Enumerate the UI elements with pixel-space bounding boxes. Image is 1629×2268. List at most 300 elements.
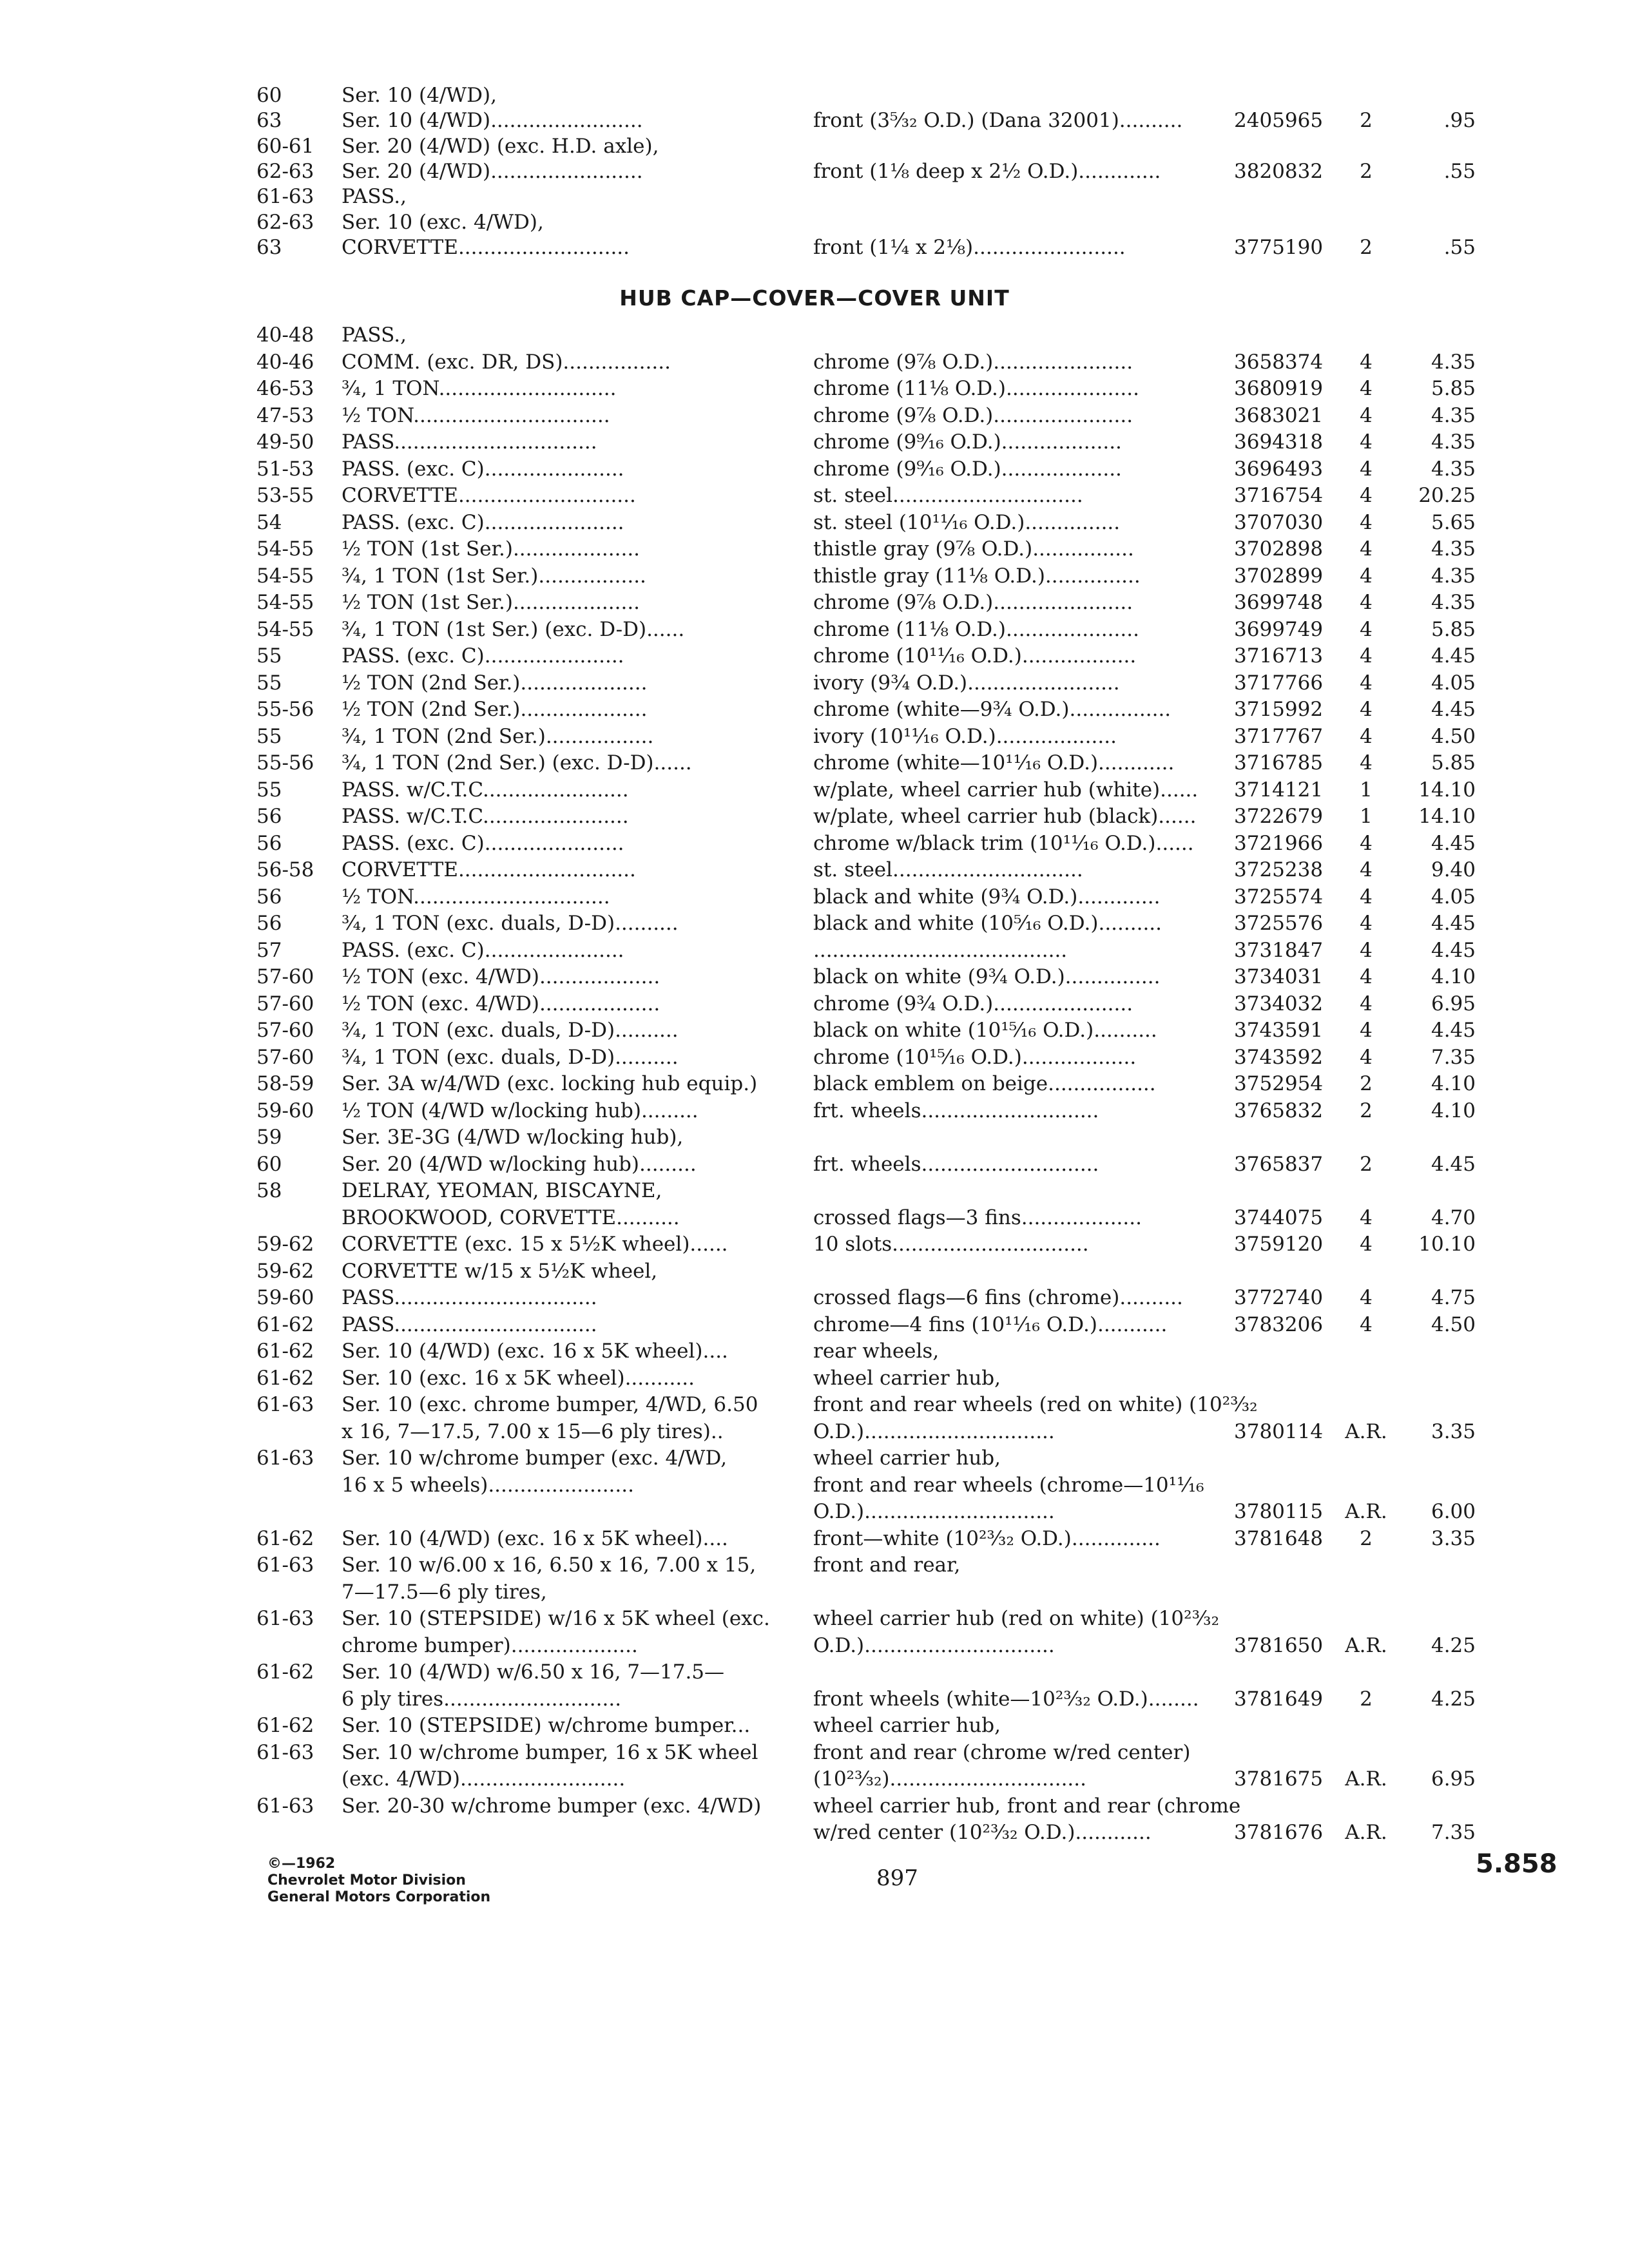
price-cell: 3.35 [1431,1526,1476,1550]
part-number-cell: 3772740 [1234,1286,1324,1309]
part-number-cell: 3680919 [1234,377,1324,400]
quantity-cell: A.R. [1345,1500,1387,1523]
price-cell: 4.35 [1431,403,1476,427]
part-number-cell: 3716785 [1234,751,1324,774]
table-row [0,1740,1629,1765]
year-cell: 54-55 [256,537,314,561]
year-cell: 59-62 [256,1233,314,1256]
table-row [0,910,1629,936]
table-row [0,82,1629,108]
description-cell: black and white (10⁵⁄₁₆ O.D.).......... [813,912,1162,935]
description-cell: ivory (10¹¹⁄₁₆ O.D.)................... [813,724,1117,748]
year-cell: 49-50 [256,430,314,454]
year-cell: 61-62 [256,1340,314,1363]
table-row [0,1231,1629,1257]
table-row [0,1659,1629,1685]
year-cell: 54-55 [256,591,314,614]
table-row [0,1124,1629,1150]
description-cell: chrome (9¾ O.D.)...................... [813,992,1133,1015]
application-cell: Ser. 10 (4/WD)........................ [342,109,643,133]
application-cell: Ser. 20-30 w/chrome bumper (exc. 4/WD) [342,1794,762,1818]
description-cell: st. steel (10¹¹⁄₁₆ O.D.)............... [813,510,1121,534]
table-row [0,1285,1629,1311]
table-row [0,1338,1629,1364]
part-number-cell: 3781649 [1234,1687,1324,1711]
quantity-cell: 4 [1360,484,1373,507]
application-cell: ½ TON (exc. 4/WD)................... [342,992,660,1015]
part-number-cell: 3716713 [1234,644,1324,668]
application-cell: ½ TON (4/WD w/locking hub)......... [342,1099,699,1122]
application-cell: DELRAY, YEOMAN, BISCAYNE, [342,1179,662,1202]
description-cell: front—white (10²³⁄₃₂ O.D.).............. [813,1526,1161,1550]
part-number-cell: 3702898 [1234,537,1324,561]
application-cell: Ser. 10 (exc. 4/WD), [342,210,544,234]
price-cell: .95 [1443,109,1476,133]
price-cell: 7.35 [1431,1045,1476,1069]
application-cell: 16 x 5 wheels)....................... [342,1473,634,1497]
quantity-cell: 2 [1360,235,1373,259]
description-cell: black on white (9¾ O.D.)............... [813,965,1161,988]
copyright: ©—1962 [267,1856,336,1872]
year-cell: 57-60 [256,1019,314,1042]
quantity-cell: 4 [1360,724,1373,748]
year-cell: 61-63 [256,185,314,209]
application-cell: CORVETTE............................ [342,484,636,507]
description-cell: chrome (9⁹⁄₁₆ O.D.)................... [813,430,1122,454]
page-number: 897 [876,1865,918,1891]
table-row [0,456,1629,482]
price-cell: 5.85 [1431,751,1476,774]
year-cell: 40-46 [256,350,314,374]
year-cell: 47-53 [256,403,314,427]
year-cell: 57-60 [256,965,314,988]
application-cell: Ser. 10 w/chrome bumper (exc. 4/WD, [342,1446,728,1470]
application-cell: ½ TON (1st Ser.).................... [342,591,641,614]
part-number-cell: 2405965 [1234,109,1324,133]
quantity-cell: 4 [1360,885,1373,908]
year-cell: 61-63 [256,1794,314,1818]
table-row [0,1098,1629,1124]
quantity-cell: 4 [1360,377,1373,400]
quantity-cell: 2 [1360,1152,1373,1176]
price-cell: 4.10 [1431,1099,1476,1122]
application-cell: PASS. (exc. C)...................... [342,457,624,481]
quantity-cell: 1 [1360,778,1373,802]
price-cell: 4.50 [1431,724,1476,748]
description-cell: w/plate, wheel carrier hub (black)...... [813,805,1197,828]
table-row [0,429,1629,455]
price-cell: 4.35 [1431,537,1476,561]
price-cell: .55 [1443,159,1476,183]
table-row [0,1472,1629,1498]
quantity-cell: 4 [1360,350,1373,374]
part-number-cell: 3699748 [1234,591,1324,614]
table-row [0,209,1629,235]
year-cell: 53-55 [256,484,314,507]
application-cell: x 16, 7—17.5, 7.00 x 15—6 ply tires).. [342,1419,724,1443]
part-number-cell: 3658374 [1234,350,1324,374]
table-row [0,322,1629,348]
table-row [0,536,1629,562]
description-cell: chrome (9⅞ O.D.)...................... [813,591,1133,614]
quantity-cell: 4 [1360,1233,1373,1256]
part-number-cell: 3781650 [1234,1633,1324,1657]
quantity-cell: 4 [1360,858,1373,881]
year-cell: 59-60 [256,1286,314,1309]
description-cell: chrome—4 fins (10¹¹⁄₁₆ O.D.)........... [813,1312,1168,1336]
publisher-block [267,1856,490,1906]
table-row [0,1526,1629,1552]
table-row [0,724,1629,749]
application-cell: CORVETTE w/15 x 5½K wheel, [342,1259,658,1283]
quantity-cell: 4 [1360,644,1373,668]
description-cell: black and white (9¾ O.D.)............. [813,885,1161,908]
description-cell: thistle gray (11⅛ O.D.)............... [813,564,1141,588]
year-cell: 59-60 [256,1099,314,1122]
part-number-cell: 3734032 [1234,992,1324,1015]
table-row [0,184,1629,209]
part-number-cell: 3781676 [1234,1821,1324,1844]
application-cell: chrome bumper).................... [342,1633,638,1657]
application-cell: ¾, 1 TON (1st Ser.)................. [342,564,646,588]
table-row [0,1686,1629,1712]
application-cell: Ser. 10 (exc. chrome bumper, 4/WD, 6.50 [342,1393,758,1416]
application-cell: BROOKWOOD, CORVETTE.......... [342,1206,680,1229]
description-cell: front (3⁵⁄₃₂ O.D.) (Dana 32001).......... [813,109,1183,133]
application-cell: ¾, 1 TON (exc. duals, D-D).......... [342,1019,679,1042]
year-cell: 61-63 [256,1607,314,1630]
price-cell: 4.45 [1431,698,1476,721]
table-row [0,1151,1629,1177]
table-row [0,1766,1629,1792]
description-cell: black on white (10¹⁵⁄₁₆ O.D.).......... [813,1019,1157,1042]
price-cell: 4.45 [1431,938,1476,962]
year-cell: 57-60 [256,1045,314,1069]
year-cell: 61-62 [256,1312,314,1336]
table-row [0,563,1629,589]
quantity-cell: A.R. [1345,1633,1387,1657]
quantity-cell: A.R. [1345,1767,1387,1791]
application-cell: ½ TON............................... [342,403,610,427]
table-row [0,803,1629,829]
part-number-cell: 3734031 [1234,965,1324,988]
year-cell: 63 [256,235,282,259]
part-number-cell: 3725574 [1234,885,1324,908]
application-cell: Ser. 20 (4/WD)........................ [342,159,643,183]
table-row [0,1205,1629,1231]
description-cell: w/plate, wheel carrier hub (white)...... [813,778,1199,802]
part-number-cell: 3765832 [1234,1099,1324,1122]
table-row [0,1365,1629,1391]
description-cell: chrome (white—9¾ O.D.)................ [813,698,1171,721]
year-cell: 46-53 [256,377,314,400]
quantity-cell: 4 [1360,564,1373,588]
application-cell: Ser. 20 (4/WD w/locking hub)......... [342,1152,697,1176]
year-cell: 61-62 [256,1526,314,1550]
application-cell: Ser. 10 w/6.00 x 16, 6.50 x 16, 7.00 x 15, [342,1553,757,1577]
table-row [0,1258,1629,1284]
table-row [0,108,1629,133]
part-number-cell: 3765837 [1234,1152,1324,1176]
quantity-cell: 4 [1360,430,1373,454]
description-cell: rear wheels, [813,1340,940,1363]
year-cell: 55-56 [256,698,314,721]
part-number-cell: 3722679 [1234,805,1324,828]
application-cell: PASS. w/C.T.C....................... [342,805,629,828]
description-cell: wheel carrier hub, front and rear (chrome [813,1794,1241,1818]
year-cell: 57-60 [256,992,314,1015]
description-cell: chrome (11⅛ O.D.)..................... [813,377,1139,400]
table-row [0,483,1629,508]
description-cell: ivory (9¾ O.D.)........................ [813,671,1120,695]
year-cell: 57 [256,938,282,962]
price-cell: 4.10 [1431,965,1476,988]
table-row [0,1392,1629,1418]
quantity-cell: 4 [1360,751,1373,774]
description-cell: 10 slots............................... [813,1233,1089,1256]
price-cell: 5.85 [1431,617,1476,641]
description-cell: thistle gray (9⅞ O.D.)................ [813,537,1134,561]
application-cell: PASS. w/C.T.C....................... [342,778,629,802]
description-cell: front and rear wheels (red on white) (10²³⁄₃₂ [813,1393,1258,1416]
application-cell: PASS. (exc. C)...................... [342,938,624,962]
table-row [0,777,1629,803]
table-row [0,235,1629,260]
quantity-cell: 4 [1360,403,1373,427]
quantity-cell: 4 [1360,510,1373,534]
table-row [0,1713,1629,1738]
year-cell: 60 [256,1152,282,1176]
table-row [0,937,1629,963]
year-cell: 60 [256,84,282,107]
part-number-cell: 3717767 [1234,724,1324,748]
table-row [0,857,1629,883]
quantity-cell: 4 [1360,831,1373,855]
description-cell: front and rear wheels (chrome—10¹¹⁄₁₆ [813,1473,1204,1497]
table-row [0,1606,1629,1631]
quantity-cell: 4 [1360,1286,1373,1309]
price-cell: 7.35 [1431,1821,1476,1844]
application-cell: PASS. (exc. C)...................... [342,510,624,534]
table-row [0,697,1629,722]
table-row [0,1044,1629,1070]
quantity-cell: 2 [1360,109,1373,133]
application-cell: Ser. 10 (STEPSIDE) w/16 x 5K wheel (exc. [342,1607,770,1630]
description-cell: O.D.).............................. [813,1500,1055,1523]
quantity-cell: 2 [1360,1526,1373,1550]
application-cell: Ser. 10 w/chrome bumper, 16 x 5K wheel [342,1740,758,1764]
application-cell: COMM. (exc. DR, DS)................. [342,350,671,374]
part-number-cell: 3721966 [1234,831,1324,855]
application-cell: ¾, 1 TON (exc. duals, D-D).......... [342,912,679,935]
quantity-cell: 2 [1360,1099,1373,1122]
part-number-cell: 3731847 [1234,938,1324,962]
table-row [0,590,1629,615]
part-number-cell: 3820832 [1234,159,1324,183]
price-cell: 4.35 [1431,564,1476,588]
year-cell: 51-53 [256,457,314,481]
table-row [0,1579,1629,1605]
application-cell: ½ TON (2nd Ser.).................... [342,698,648,721]
application-cell: (exc. 4/WD).......................... [342,1767,626,1791]
year-cell: 62-63 [256,210,314,234]
application-cell: 7—17.5—6 ply tires, [342,1580,547,1604]
application-cell: PASS. (exc. C)...................... [342,831,624,855]
part-number-cell: 3714121 [1234,778,1324,802]
year-cell: 55-56 [256,751,314,774]
year-cell: 62-63 [256,159,314,183]
description-cell: chrome (9⅞ O.D.)...................... [813,403,1133,427]
part-number-cell: 3744075 [1234,1206,1324,1229]
year-cell: 59-62 [256,1259,314,1283]
year-cell: 54-55 [256,564,314,588]
year-cell: 60-61 [256,134,314,158]
application-cell: Ser. 10 (4/WD) w/6.50 x 16, 7—17.5— [342,1660,725,1684]
part-number-cell: 3694318 [1234,430,1324,454]
corporation-name: General Motors Corporation [267,1889,491,1905]
quantity-cell: 4 [1360,591,1373,614]
price-cell: 10.10 [1418,1233,1476,1256]
application-cell: PASS................................ [342,1312,597,1336]
year-cell: 61-63 [256,1446,314,1470]
application-cell: ¾, 1 TON............................ [342,377,617,400]
table-row [0,1552,1629,1578]
price-cell: 4.50 [1431,1312,1476,1336]
price-cell: 4.45 [1431,912,1476,935]
part-number-cell: 3725238 [1234,858,1324,881]
application-cell: Ser. 10 (4/WD), [342,84,497,107]
description-cell: crossed flags—6 fins (chrome).......... [813,1286,1183,1309]
year-cell: 61-63 [256,1740,314,1764]
price-cell: 4.45 [1431,644,1476,668]
part-number-cell: 3781648 [1234,1526,1324,1550]
part-number-cell: 3715992 [1234,698,1324,721]
table-row [0,1312,1629,1338]
quantity-cell: 4 [1360,537,1373,561]
table-row [0,1793,1629,1819]
part-number-cell: 3696493 [1234,457,1324,481]
part-number-cell: 3743592 [1234,1045,1324,1069]
price-cell: 4.45 [1431,1152,1476,1176]
year-cell: 56 [256,912,282,935]
price-cell: .55 [1443,235,1476,259]
description-cell: w/red center (10²³⁄₃₂ O.D.)............ [813,1821,1152,1844]
table-row [0,510,1629,535]
table-row [0,884,1629,910]
quantity-cell: 4 [1360,992,1373,1015]
table-row [0,349,1629,375]
part-number-cell: 3780115 [1234,1500,1324,1523]
application-cell: ¾, 1 TON (exc. duals, D-D).......... [342,1045,679,1069]
year-cell: 56 [256,831,282,855]
description-cell: frt. wheels............................ [813,1152,1099,1176]
price-cell: 4.35 [1431,350,1476,374]
table-row [0,617,1629,642]
quantity-cell: 4 [1360,965,1373,988]
year-cell: 56-58 [256,858,314,881]
application-cell: ½ TON (1st Ser.).................... [342,537,641,561]
application-cell: ½ TON............................... [342,885,610,908]
table-row [0,1820,1629,1845]
description-cell: front (1⅛ deep x 2½ O.D.)............. [813,159,1161,183]
price-cell: 4.70 [1431,1206,1476,1229]
price-cell: 4.25 [1431,1687,1476,1711]
part-number-cell: 3781675 [1234,1767,1324,1791]
year-cell: 58 [256,1179,282,1202]
price-cell: 6.95 [1431,992,1476,1015]
year-cell: 56 [256,885,282,908]
application-cell: ½ TON (2nd Ser.).................... [342,671,648,695]
application-cell: CORVETTE (exc. 15 x 5½K wheel)...... [342,1233,728,1256]
table-row [0,750,1629,776]
price-cell: 4.35 [1431,457,1476,481]
application-cell: Ser. 10 (exc. 16 x 5K wheel)........... [342,1366,695,1390]
year-cell: 55 [256,724,282,748]
application-cell: 6 ply tires............................ [342,1687,622,1711]
quantity-cell: 4 [1360,1019,1373,1042]
application-cell: PASS., [342,185,407,209]
application-cell: CORVETTE........................... [342,235,630,259]
table-row [0,1633,1629,1658]
year-cell: 56 [256,805,282,828]
section-heading: HUB CAP—COVER—COVER UNIT [619,285,1010,311]
description-cell: chrome (9⅞ O.D.)...................... [813,350,1133,374]
description-cell: frt. wheels............................ [813,1099,1099,1122]
division-name: Chevrolet Motor Division [267,1872,466,1888]
table-row [0,1445,1629,1471]
price-cell: 4.75 [1431,1286,1476,1309]
part-number-cell: 3783206 [1234,1312,1324,1336]
price-cell: 20.25 [1418,484,1476,507]
table-row [0,670,1629,696]
description-cell: chrome (10¹¹⁄₁₆ O.D.).................. [813,644,1137,668]
year-cell: 63 [256,109,282,133]
price-cell: 5.85 [1431,377,1476,400]
section-number: 5.858 [1476,1849,1557,1879]
table-row [0,643,1629,669]
price-cell: 4.45 [1431,1019,1476,1042]
price-cell: 6.00 [1431,1500,1476,1523]
quantity-cell: 4 [1360,1045,1373,1069]
description-cell: O.D.).............................. [813,1419,1055,1443]
description-cell: O.D.).............................. [813,1633,1055,1657]
application-cell: PASS., [342,323,407,347]
application-cell: PASS. (exc. C)...................... [342,644,624,668]
quantity-cell: 4 [1360,698,1373,721]
part-number-cell: 3716754 [1234,484,1324,507]
part-number-cell: 3780114 [1234,1419,1324,1443]
application-cell: Ser. 3E-3G (4/WD w/locking hub), [342,1126,684,1149]
description-cell: chrome (white—10¹¹⁄₁₆ O.D.)............ [813,751,1175,774]
application-cell: Ser. 20 (4/WD) (exc. H.D. axle), [342,134,659,158]
part-number-cell: 3707030 [1234,510,1324,534]
year-cell: 58-59 [256,1072,314,1095]
application-cell: Ser. 3A w/4/WD (exc. locking hub equip.) [342,1072,758,1095]
application-cell: ¾, 1 TON (2nd Ser.)................. [342,724,654,748]
price-cell: 4.10 [1431,1072,1476,1095]
price-cell: 4.35 [1431,430,1476,454]
year-cell: 61-62 [256,1660,314,1684]
description-cell: ........................................ [813,938,1068,962]
price-cell: 4.25 [1431,1633,1476,1657]
price-cell: 14.10 [1418,778,1476,802]
quantity-cell: 4 [1360,671,1373,695]
description-cell: wheel carrier hub, [813,1366,1001,1390]
application-cell: PASS................................ [342,1286,597,1309]
description-cell: chrome w/black trim (10¹¹⁄₁₆ O.D.)...... [813,831,1194,855]
table-row [0,1419,1629,1445]
quantity-cell: 4 [1360,1206,1373,1229]
